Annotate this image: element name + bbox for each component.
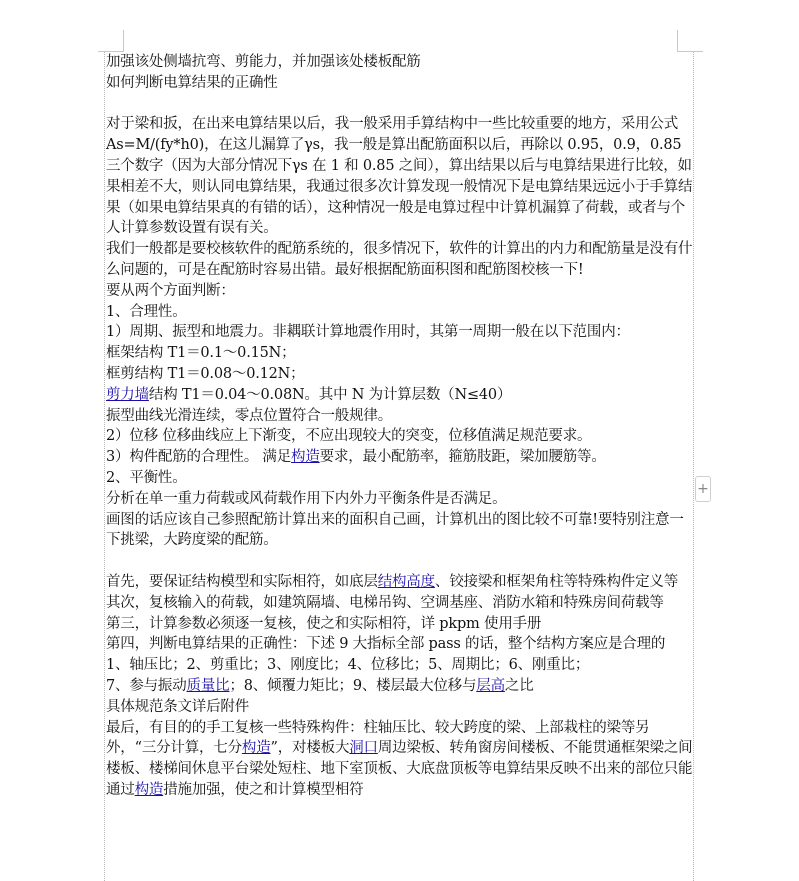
text-run: 措施加强，使之和计算模型相符 — [163, 781, 364, 798]
inline-link[interactable]: 洞口 — [349, 740, 378, 757]
text-run: 结构 T1＝0.04～0.08N。其中 N 为计算层数（N≤40） — [148, 386, 512, 403]
text-run: 要从两个方面判断： — [106, 282, 235, 299]
paragraph — [106, 510, 694, 552]
text-run: 画图的话应该自己参照配筋计算出来的面积自己画，计算机出的图比较不可靠!要特别注意一下挑梁，大跨度梁的配筋。 — [106, 511, 684, 549]
crop-mark-top-right — [677, 30, 678, 51]
inline-link[interactable]: 质量比 — [186, 677, 230, 694]
paragraph — [106, 343, 694, 364]
blank-line — [106, 94, 694, 115]
text-run: 之比 — [504, 677, 534, 694]
paragraph — [106, 676, 694, 697]
paragraph — [106, 322, 694, 343]
text-run: 3）构件配筋的合理性。 满足 — [106, 449, 292, 466]
text-run: 对于梁和扳，在出来电算结果以后，我一般采用手算结构中一些比较重要的地方，采用公式 As=M/(fy*h0)，在这儿漏算了γs，我一般是算出配筋面积以后，再除以 0.95，0.9，0.85 三个数字（因为大部分情况下γs 在 1 和 0.85 之间），算出结果以后与电算结果进行比较，如果相差不大，则认同电算结果，我通过很多次计算发现一般情况下是电算结果远远小于手算结果（如果电算结果真的有错的话），这种情况一般是电算过程中计算机漏算了荷载，或者与个人计算参数设置有误有关。 — [106, 116, 693, 237]
add-button[interactable]: + — [695, 476, 711, 502]
text-run: 框架结构 T1＝0.1～0.15N； — [106, 345, 296, 362]
blank-line — [106, 551, 694, 572]
paragraph — [106, 364, 694, 385]
text-run: 7、参与振动 — [106, 677, 187, 694]
text-run: 1、轴压比；2、剪重比；3、刚度比；4、位移比；5、周期比；6、刚重比； — [106, 657, 590, 674]
text-run: 具体规范条文详后附件 — [106, 698, 249, 715]
text-run: 要求，最小配筋率，箍筋肢距，梁加腰筋等。 — [319, 449, 606, 466]
text-run: 1）周期、振型和地震力。非耦联计算地震作用时，其第一周期一般在以下范围内： — [106, 324, 630, 341]
inline-link[interactable]: 层高 — [476, 677, 505, 694]
paragraph — [106, 239, 694, 281]
document-body[interactable] — [106, 52, 694, 801]
paragraph — [106, 385, 694, 406]
paragraph — [106, 572, 694, 593]
text-run: ；8、倾覆力矩比；9、楼层最大位移与 — [229, 677, 477, 694]
text-run: 2、平衡性。 — [106, 469, 187, 486]
paragraph — [106, 697, 694, 718]
paragraph — [106, 406, 694, 427]
inline-link[interactable]: 构造 — [291, 449, 320, 466]
text-run: 其次，复核输入的荷载，如建筑隔墙、电梯吊钩、空调基座、消防水箱和特殊房间荷载等 — [106, 594, 664, 611]
paragraph — [106, 426, 694, 447]
text-run: 振型曲线光滑连续，零点位置符合一般规律。 — [106, 407, 392, 424]
paragraph — [106, 302, 694, 323]
text-run: 框剪结构 T1＝0.08～0.12N； — [106, 365, 305, 382]
inline-link[interactable]: 剪力墙 — [106, 386, 149, 403]
text-run: 第四，判断电算结果的正确性：下述 9 大指标全部 pass 的话，整个结构方案应是合理的 — [106, 636, 666, 653]
text-run: 2）位移 位移曲线应上下渐变，不应出现较大的突变，位移值满足规范要求。 — [106, 428, 592, 445]
text-run: 第三，计算参数必须逐一复核，使之和实际相符，详 pkpm 使用手册 — [106, 615, 542, 632]
text-run: 我们一般都是要校核软件的配筋系统的，很多情况下，软件的计算出的内力和配筋量是没有什么问题的，可是在配筋时容易出错。最好根据配筋面积图和配筋图校核一下! — [106, 241, 693, 278]
text-run: 周边梁板、转角窗房间楼板、不能贯通框架梁之间楼板、楼梯间休息平台梁处短柱、地下室顶板、大底盘顶板等电算结果反映不出来的部位只能通过 — [106, 740, 693, 798]
text-run: 1、合理性。 — [106, 303, 187, 320]
text-run: 、铰接梁和框架角柱等特殊构件定义等 — [434, 573, 679, 590]
text-run: 如何判断电算结果的正确性 — [106, 74, 278, 91]
paragraph — [106, 718, 694, 801]
paragraph — [106, 634, 694, 655]
paragraph — [106, 489, 694, 510]
paragraph — [106, 447, 694, 468]
margin-guide-left — [104, 52, 105, 881]
paragraph — [106, 73, 694, 94]
text-run: 最后，有目的的手工复核一些特殊构件：柱轴压比、较大跨度的梁、上部栽柱的梁等另外，“三分计算，七分 — [106, 719, 650, 757]
paragraph — [106, 114, 694, 239]
crop-mark-top-left — [123, 30, 124, 51]
text-run: ”，对楼板大 — [270, 740, 350, 757]
text-run: 加强该处侧墙抗弯、剪能力，并加强该处楼板配筋 — [106, 54, 421, 70]
paragraph — [106, 614, 694, 635]
inline-link[interactable]: 构造 — [241, 740, 271, 757]
paragraph — [106, 281, 694, 302]
paragraph — [106, 52, 694, 73]
text-run: 分析在单一重力荷载或风荷载作用下内外力平衡条件是否满足。 — [106, 490, 507, 507]
inline-link[interactable]: 构造 — [134, 781, 164, 798]
inline-link[interactable]: 结构高度 — [377, 573, 435, 590]
text-run: 首先，要保证结构模型和实际相符，如底层 — [106, 573, 378, 590]
paragraph — [106, 468, 694, 489]
paragraph — [106, 593, 694, 614]
paragraph — [106, 655, 694, 676]
